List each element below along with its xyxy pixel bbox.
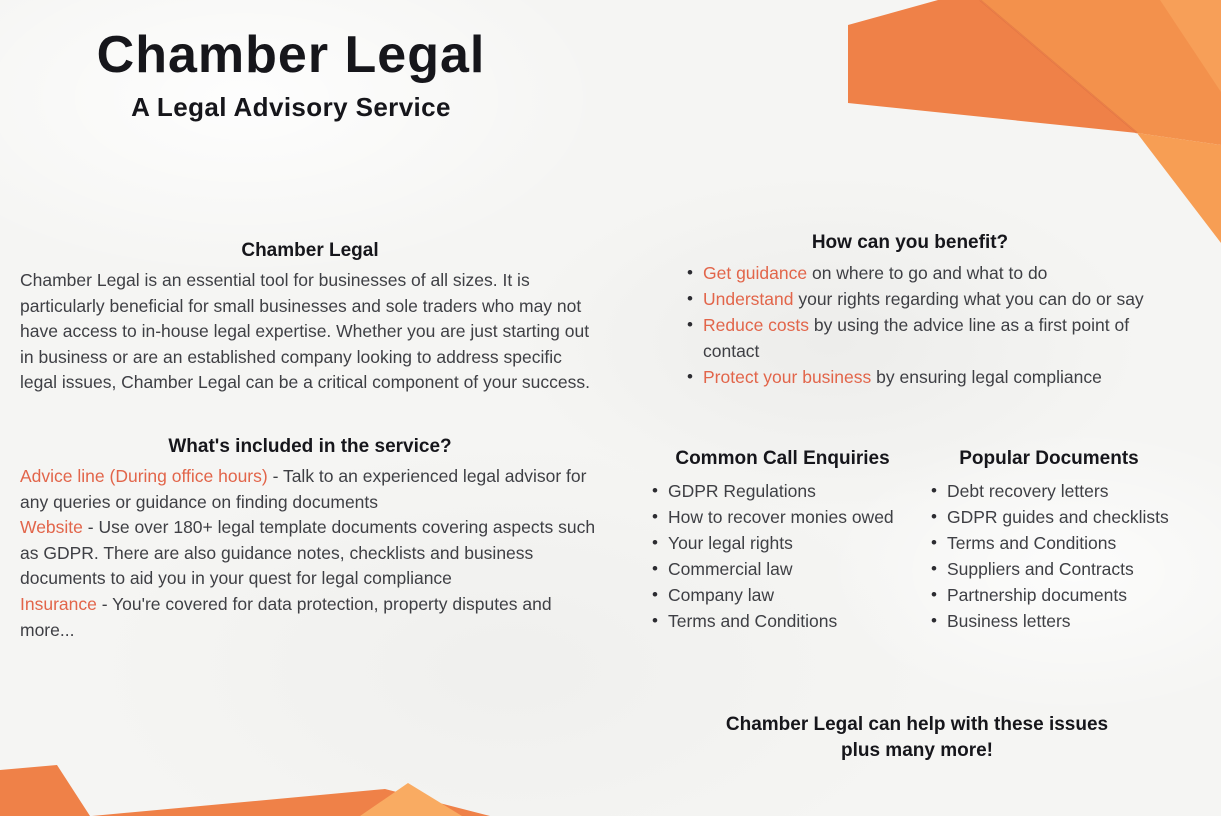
benefits-section: [650, 232, 1170, 390]
enquiry-item: • Company law: [650, 582, 915, 608]
page-subtitle: A Legal Advisory Service: [131, 92, 451, 123]
benefit-item: [685, 286, 1170, 312]
benefit-text: by using the advice line as a first point of contact: [703, 315, 1130, 361]
included-item-website: [20, 515, 600, 592]
benefit-text: your rights regarding what you can do or say: [793, 289, 1144, 309]
benefits-list: [650, 260, 1170, 390]
masthead: [80, 26, 502, 123]
benefit-item: [685, 260, 1170, 286]
included-item-insurance: [20, 592, 600, 643]
right-column: [650, 232, 1170, 764]
document-item: • Business letters: [929, 608, 1169, 634]
page-title: Chamber Legal: [96, 26, 486, 84]
benefits-heading: How can you benefit?: [811, 232, 1009, 253]
enquiry-item: • Your legal rights: [650, 530, 915, 556]
footer-line2: plus many more!: [840, 740, 994, 761]
benefit-text: by ensuring legal compliance: [871, 367, 1102, 387]
included-item-label: Insurance: [20, 593, 97, 614]
benefit-label: Understand: [703, 289, 794, 309]
enquiry-item: • Commercial law: [650, 556, 915, 582]
included-item-advice-line: [20, 464, 600, 515]
documents-section: [929, 448, 1169, 634]
about-heading: Chamber Legal: [241, 240, 379, 261]
included-item-text: - Use over 180+ legal template documents covering aspects such as GDPR. There are also guidance notes, checklists and business documents to aid you in your quest for legal compliance: [20, 517, 596, 589]
benefit-text: on where to go and what to do: [807, 263, 1048, 283]
document-item: • GDPR guides and checklists: [929, 504, 1169, 530]
about-body: Chamber Legal is an essential tool for businesses of all sizes. It is particularly beneficial for small businesses and sole traders who may not have access to in-house legal expertise. Whether you are just starting out in business or are an established company looking to address specific legal issues, Chamber Legal can be a critical component of your success.: [20, 270, 591, 393]
bottom-left-decor-shapes: [0, 760, 520, 816]
enquiries-list: [650, 478, 915, 634]
document-item: • Debt recovery letters: [929, 478, 1169, 504]
enquiry-item: • How to recover monies owed: [650, 504, 915, 530]
footer-note: [650, 712, 1170, 764]
about-section: [20, 240, 600, 396]
included-item-label: Advice line (During office hours): [20, 465, 268, 486]
benefit-label: Protect your business: [703, 367, 872, 387]
enquiry-item: • Terms and Conditions: [650, 608, 915, 634]
benefit-item: [685, 364, 1170, 390]
document-item: • Suppliers and Contracts: [929, 556, 1169, 582]
included-item-text: - You're covered for data protection, property disputes and more...: [20, 593, 552, 640]
included-section: [20, 436, 600, 643]
included-item-label: Website: [20, 517, 83, 538]
benefit-item: [685, 312, 1170, 364]
included-heading: What's included in the service?: [168, 435, 452, 457]
benefit-label: Reduce costs: [703, 315, 810, 335]
enquiries-heading: Common Call Enquiries: [675, 448, 890, 469]
lists-row: [650, 448, 1170, 634]
footer-line1: Chamber Legal can help with these issues: [725, 714, 1109, 735]
benefit-label: Get guidance: [703, 263, 808, 283]
included-item-text: - Talk to an experienced legal advisor for any queries or guidance on finding documents: [20, 465, 587, 512]
enquiry-item: • GDPR Regulations: [650, 478, 915, 504]
document-item: • Partnership documents: [929, 582, 1169, 608]
document-item: • Terms and Conditions: [929, 530, 1169, 556]
top-right-decor-shapes: [841, 0, 1221, 250]
documents-list: [929, 478, 1169, 634]
left-column: [20, 240, 600, 643]
documents-heading: Popular Documents: [959, 448, 1139, 469]
enquiries-section: [650, 448, 915, 634]
